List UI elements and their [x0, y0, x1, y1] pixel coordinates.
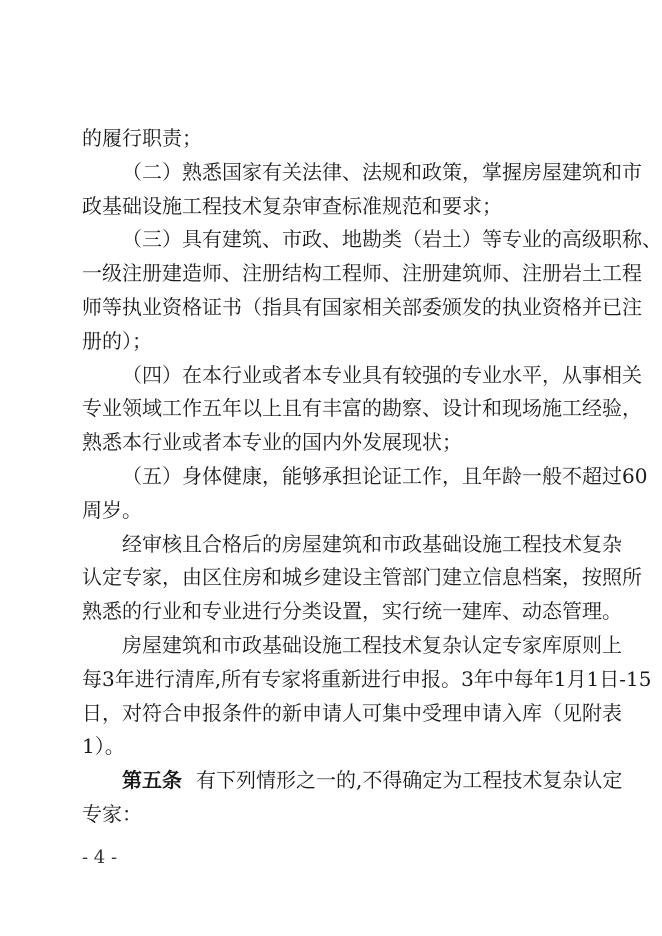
page-number: - 4 - — [82, 847, 118, 868]
text-line — [82, 562, 642, 592]
line-text: （五）身体健康，能够承担论证工作，且年龄一般不超过60 — [122, 464, 648, 488]
line-text: 熟悉本行业或者本专业的国内外发展现状； — [82, 430, 462, 455]
line-text: 一级注册建造师、注册结构工程师、注册建筑师、注册岩土工程 — [82, 261, 642, 286]
line-text: 有下列情形之一的,不得确定为工程技术复杂认定 — [196, 768, 623, 793]
text-line — [82, 495, 579, 525]
text-line — [82, 461, 648, 491]
line-text: 房屋建筑和市政基础设施工程技术复杂认定专家库原则上 — [122, 633, 622, 657]
line-text: 1）。 — [82, 734, 125, 759]
text-line — [82, 258, 642, 288]
line-text: （三）具有建筑、市政、地勘类（岩土）等专业的高级职称、 — [122, 227, 662, 252]
text-line — [82, 393, 642, 423]
line-text: 熟悉的行业和专业进行分类设置，实行统一建库、动态管理。 — [82, 599, 622, 624]
line-text: 册的）； — [82, 328, 152, 353]
text-line — [82, 799, 579, 829]
text-line — [82, 427, 579, 457]
text-line — [82, 360, 642, 390]
line-text: 师等执业资格证书（指具有国家相关部委颁发的执业资格并已注 — [82, 295, 642, 319]
line-text: 认定专家，由区住房和城乡建设主管部门建立信息档案，按照所 — [82, 565, 642, 590]
line-text: 专业领域工作五年以上且有丰富的勘察、设计和现场施工经验， — [82, 396, 642, 421]
line-text: （四）在本行业或者本专业具有较强的专业水平，从事相关 — [122, 362, 642, 387]
text-line — [82, 191, 579, 221]
text-line — [82, 698, 622, 728]
line-text: 日，对符合申报条件的新申请人可集中受理申请入库（见附表 — [82, 700, 622, 725]
text-line — [82, 529, 622, 559]
text-line — [82, 292, 642, 322]
line-text: 的履行职责； — [82, 126, 202, 150]
text-line — [82, 123, 579, 153]
line-text: 每3年进行清库,所有专家将重新进行申报。3年中每年1月1日-15 — [82, 666, 652, 691]
text-line — [82, 664, 652, 694]
line-text: 专家： — [82, 802, 142, 826]
text-line — [82, 326, 579, 356]
text-line — [82, 596, 622, 626]
line-text: 政基础设施工程技术复杂审查标准规范和要求； — [82, 193, 502, 218]
text-line — [82, 731, 579, 761]
line-text: 经审核且合格后的房屋建筑和市政基础设施工程技术复杂 — [122, 531, 622, 556]
line-text: （二）熟悉国家有关法律、法规和政策，掌握房屋建筑和市 — [122, 159, 642, 184]
article-heading: 第五条 — [122, 768, 182, 793]
text-line — [82, 224, 662, 254]
line-text: 周岁。 — [82, 497, 142, 522]
text-line — [82, 157, 642, 187]
text-line — [82, 765, 623, 795]
text-line — [82, 630, 622, 660]
